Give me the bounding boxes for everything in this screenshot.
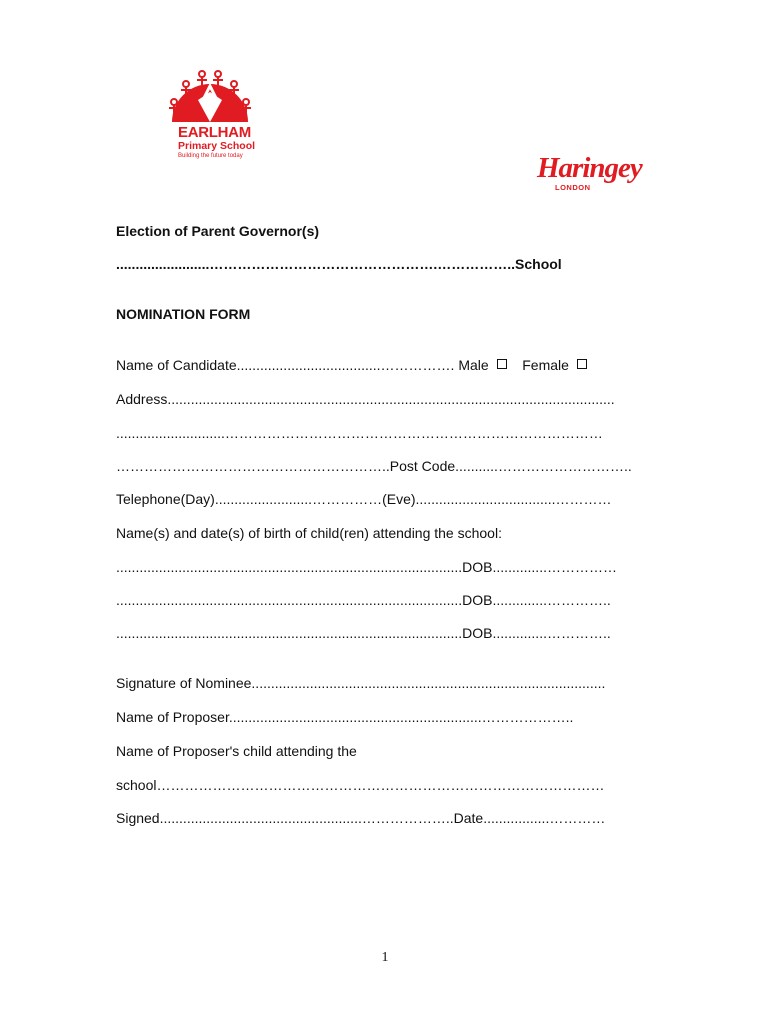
proposer-child-label: Name of Proposer's child attending the [116,743,357,759]
page-number: 1 [381,950,389,965]
candidate-label: Name of Candidate.....................................……………. Male [116,357,489,373]
female-label: Female [522,357,569,373]
address-postcode-line: …………………………………………………..Post Code...........……………………….. [116,458,632,474]
proposer-child-school-line: school…………………………………………………………………………………… [116,777,605,793]
child-dob-line-1: .........................................................................................DOB..............…………… [116,559,617,575]
haringey-logo: Haringey [537,152,642,184]
child-dob-line-3: .........................................................................................DOB..............………….. [116,625,611,641]
address-line-2: ............................……………………………………………………………………… [116,425,603,441]
name-proposer-line: Name of Proposer.................................................................……………….. [116,709,574,725]
earlham-logo-title: EARLHAM [178,124,251,141]
signed-date-line: Signed....................................................………………..Date.................………… [116,810,606,826]
earlham-logo-tagline: Building the future today [178,153,243,159]
male-checkbox[interactable] [497,359,507,369]
haringey-logo-sub: LONDON [555,183,591,192]
telephone-line: Telephone(Day).........................……………(Eve)....................................………… [116,491,612,507]
female-checkbox[interactable] [577,359,587,369]
address-line-1: Address................................................................................................................... [116,391,615,407]
child-dob-line-2: .........................................................................................DOB..............………….. [116,592,611,608]
school-line: ........................………………………………………….……………..School [116,256,562,272]
earlham-logo-subtitle: Primary School [178,140,256,152]
form-title: NOMINATION FORM [116,306,251,322]
children-label: Name(s) and date(s) of birth of child(ren) attending the school: [116,525,502,541]
form-heading: Election of Parent Governor(s) [116,223,320,239]
signature-nominee-line: Signature of Nominee........................................................................................... [116,675,606,691]
candidate-row [116,357,587,374]
